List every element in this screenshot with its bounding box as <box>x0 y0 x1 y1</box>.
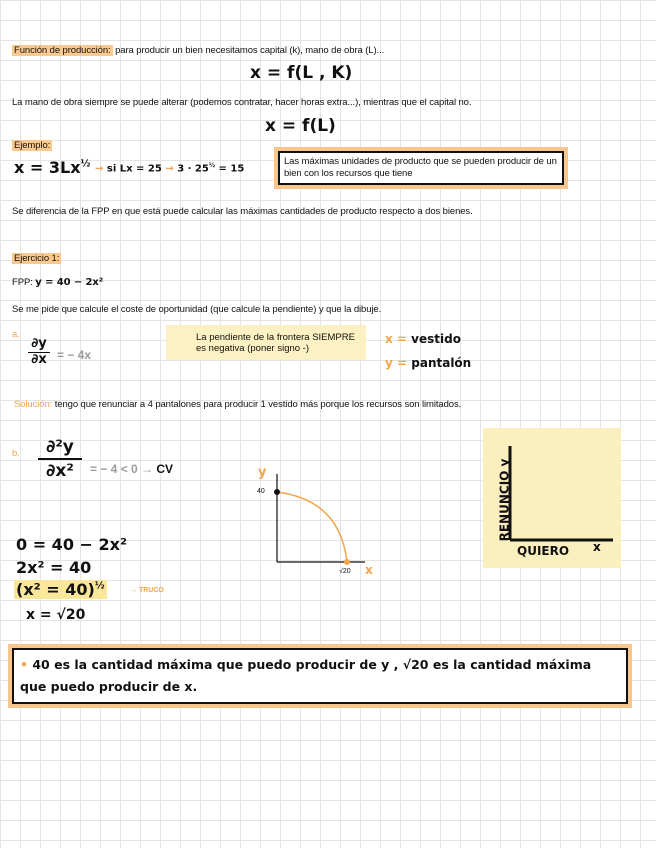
quiero-var: x <box>593 540 601 554</box>
step-4: x = √20 <box>26 607 86 623</box>
slope-note: La pendiente de la frontera SIEMPRE es negativa (poner signo -) <box>166 325 366 360</box>
arrow-icon: → <box>165 163 174 175</box>
conclusion-text: 40 es la cantidad máxima que puedo producir de y , √20 es la cantidad máxima que puedo producir de x. <box>20 657 592 694</box>
step-1: 0 = 40 − 2x² <box>16 535 127 554</box>
renuncio-label: RENUNCIO y <box>497 458 512 542</box>
solution-line <box>14 399 461 410</box>
part-b-letter: b. <box>12 448 20 459</box>
fpp-note: Se diferencia de la FPP en que está puede calcular las máximas cantidades de producto respecto a dos bienes. <box>12 206 473 217</box>
example-definition-box: Las máximas unidades de producto que se pueden producir de un bien con los recursos que tiene <box>278 151 564 185</box>
labor-function-formula: x = f(L) <box>265 116 336 136</box>
fpp-formula: y = 40 − 2x² <box>35 277 103 288</box>
arrow-icon: → <box>95 163 104 175</box>
exercise-request: Se me pide que calcule el coste de oportunidad (que calcule la pendiente) y que la dibuje. <box>12 304 382 315</box>
solution-text: tengo que renunciar a 4 pantalones para producir 1 vestido más porque los recursos son limitados. <box>52 399 462 410</box>
opportunity-axes-panel <box>483 428 621 568</box>
labor-note: La mano de obra siempre se puede alterar (podemos contratar, hacer horas extra...), mientras que el capital no. <box>12 97 472 108</box>
graph-y-label: y <box>258 465 267 480</box>
legend-y: y = pantalón <box>385 356 472 370</box>
fpp-curve <box>277 492 347 562</box>
production-function-formula: x = f(L , K) <box>250 63 353 83</box>
intro-line <box>12 45 384 56</box>
part-a-result: = − 4x <box>57 348 92 362</box>
solution-label: Solución: <box>14 399 53 410</box>
conclusion-box <box>12 648 628 704</box>
fpp-line: FPP: y = 40 − 2x² <box>12 277 103 288</box>
y-intercept-point <box>274 489 280 495</box>
x-intercept-point <box>344 559 350 565</box>
step-2: 2x² = 40 <box>16 558 92 577</box>
example-substitution: → si $Lx = 25 \to 3 \cdot 25^{\frac{1}{2}} = 15$ <box>95 162 245 175</box>
step-3-note: → TRUCO <box>130 587 164 594</box>
fpp-curve-graph <box>250 462 380 582</box>
example-formula: $x = 3Lx^{\frac{1}{2}}$ <box>14 158 91 177</box>
quiero-label: QUIERO <box>517 544 570 558</box>
part-b-result: = − 4 < 0 → CV <box>90 462 174 476</box>
example-label: Ejemplo: <box>14 140 51 151</box>
example-f1: x = 3Lx <box>14 158 81 177</box>
intro-label: Función de producción: <box>14 45 111 56</box>
part-b-derivative: ∂²y ∂x² <box>38 437 82 481</box>
graph-y-tick: 40 <box>257 488 265 495</box>
graph-x-label: x <box>365 563 373 577</box>
part-a-derivative: ∂y ∂x <box>28 337 50 367</box>
graph-x-tick: √20 <box>339 568 351 575</box>
legend-x: x = vestido <box>385 332 461 346</box>
bullet-icon: • <box>20 657 28 672</box>
intro-text: para producir un bien necesitamos capital (k), mano de obra (L)... <box>112 45 385 56</box>
exercise-label: Ejercicio 1: <box>14 253 60 264</box>
step-3: (x² = 40)$^{\frac{1}{2}}$ <box>16 580 105 599</box>
part-a-letter: a. <box>12 329 20 340</box>
